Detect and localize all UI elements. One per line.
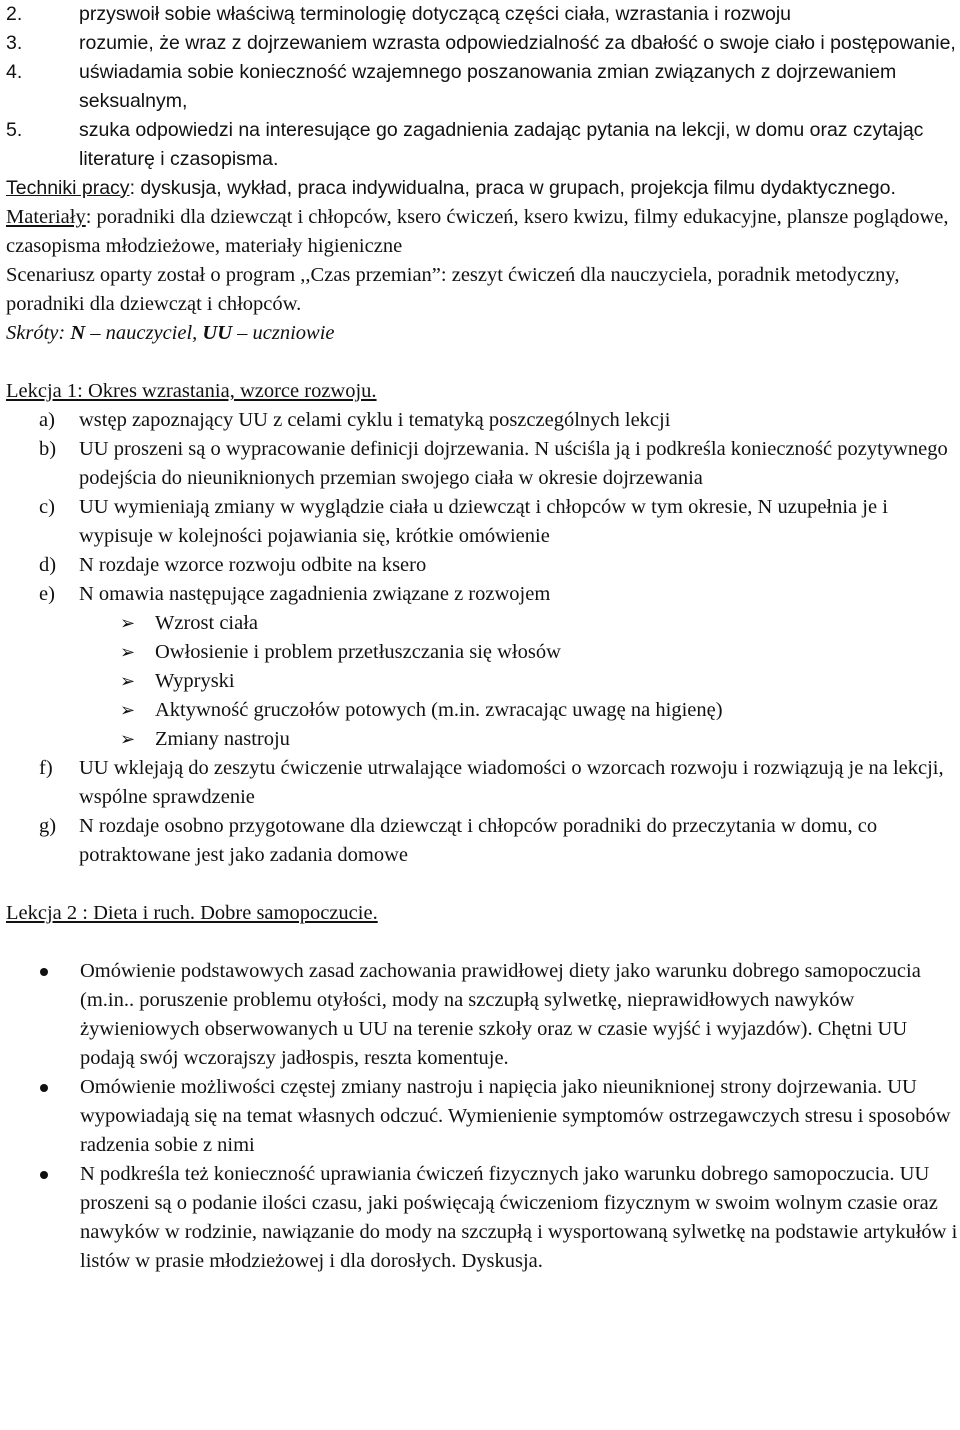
goal-item	[6, 58, 958, 116]
lesson2-bullet-item	[6, 1160, 958, 1276]
topic-text: Zmiany nastroju	[155, 728, 290, 750]
spacer	[6, 928, 958, 957]
bullet-text: N podkreśla też konieczność uprawiania ćwiczeń fizycznych jako warunku dobrego samopoczucia. UU proszeni są o podanie ilości czasu, jaki poświęcają ćwiczeniom fizycznym w swoim wolnym czasie oraz nawyków w rodzinie, nawiązanie do mody na szczupłą i wysportowaną sylwetkę na podstawie artykułów i listów w prasie młodzieżowej i dla dorosłych. Dyskusja.	[80, 1163, 958, 1272]
topic-text: Wypryski	[155, 670, 235, 692]
item-text: N omawia następujące zagadnienia związane z rozwojem	[79, 583, 551, 605]
topic-text: Owłosienie i problem przetłuszczania się włosów	[155, 641, 561, 663]
bullet-text: Omówienie możliwości częstej zmiany nastroju i napięcia jako nieuniknionej strony dojrzewania. UU wypowiadają się na temat własnych odczuć. Wymienienie symptomów ostrzegawczych stresu i sposobów radzenia sobie z nimi	[80, 1076, 951, 1156]
item-letter: c)	[39, 496, 55, 518]
spacer	[6, 348, 958, 377]
topic-text: Wzrost ciała	[155, 612, 259, 634]
item-text: UU wymieniają zmiany w wyglądzie ciała u dziewcząt i chłopców w tym okresie, N uzupełnia je i wypisuje w kolejności pojawiania się, krótkie omówienie	[79, 496, 888, 547]
techniques-label: Techniki pracy	[6, 177, 130, 199]
techniques-paragraph	[6, 174, 958, 203]
bullet-text: Omówienie podstawowych zasad zachowania prawidłowej diety jako warunku dobrego samopoczucia (m.in.. poruszenie problemu otyłości, mody na szczupłą sylwetkę, nieprawidłowych nawyków żywieniowych obserwowanych u UU na terenie szkoły oraz w czasie wyjść i wyjazdów). Chętni UU podają swój wczorajszy jadłospis, reszta komentuje.	[80, 960, 921, 1069]
bullet-dot-icon	[40, 1084, 48, 1092]
item-letter: b)	[39, 438, 57, 460]
item-text: N rozdaje wzorce rozwoju odbite na ksero	[79, 554, 427, 576]
topic-item	[6, 638, 958, 667]
lesson2-bullet-item	[6, 957, 958, 1073]
item-letter: g)	[39, 815, 57, 837]
materials-text: : poradniki dla dziewcząt i chłopców, ksero ćwiczeń, ksero kwizu, filmy edukacyjne, plansze poglądowe, czasopisma młodzieżowe, materiały higieniczne	[6, 206, 949, 257]
item-text: N rozdaje osobno przygotowane dla dziewcząt i chłopców poradniki do przeczytania w domu, co potraktowane jest jako zadania domowe	[79, 815, 878, 866]
item-letter: d)	[39, 554, 57, 576]
topic-item	[6, 609, 958, 638]
item-letter: f)	[39, 757, 53, 779]
materials-label: Materiały	[6, 206, 86, 228]
goal-number: 2.	[6, 3, 23, 25]
lesson1-item	[6, 435, 958, 493]
spacer	[6, 870, 958, 899]
goal-text: szuka odpowiedzi na interesujące go zagadnienia zadając pytania na lekcji, w domu oraz czytając literaturę i czasopisma.	[79, 119, 924, 170]
lesson1-item	[6, 754, 958, 812]
goal-number: 3.	[6, 32, 23, 54]
lesson1-item	[6, 406, 958, 435]
bullet-dot-icon	[40, 1171, 48, 1179]
lesson1-title: Lekcja 1: Okres wzrastania, wzorce rozwoju.	[6, 380, 377, 402]
item-text: wstęp zapoznający UU z celami cyklu i tematyką poszczególnych lekcji	[79, 409, 671, 431]
abbr-uu-desc: – uczniowie	[232, 322, 335, 344]
topic-item	[6, 667, 958, 696]
lesson1-list	[6, 406, 958, 870]
lesson2-bullet-item	[6, 1073, 958, 1160]
lesson1-item	[6, 493, 958, 551]
topic-item	[6, 696, 958, 725]
goals-list	[6, 0, 958, 174]
arrow-bullet-icon: ➢	[120, 729, 136, 750]
goal-item	[6, 29, 958, 58]
arrow-bullet-icon: ➢	[120, 700, 136, 721]
abbreviations-prefix: Skróty:	[6, 322, 71, 344]
goal-text: przyswoił sobie właściwą terminologię dotyczącą części ciała, wzrastania i rozwoju	[79, 3, 792, 25]
item-text: UU wklejają do zeszytu ćwiczenie utrwalające wiadomości o wzorcach rozwoju i rozwiązują je na lekcji, wspólne sprawdzenie	[79, 757, 944, 808]
bullet-dot-icon	[40, 968, 48, 976]
arrow-bullet-icon: ➢	[120, 613, 136, 634]
lesson1-item	[6, 580, 958, 609]
abbr-uu: UU	[202, 322, 233, 344]
arrow-bullet-icon: ➢	[120, 642, 136, 663]
goal-item	[6, 0, 958, 29]
goal-text: uświadamia sobie konieczność wzajemnego poszanowania zmian związanych z dojrzewaniem seksualnym,	[79, 61, 897, 112]
lesson2-title: Lekcja 2 : Dieta i ruch. Dobre samopoczucie.	[6, 902, 378, 924]
topic-item	[6, 725, 958, 754]
abbr-n-desc: – nauczyciel,	[85, 322, 203, 344]
abbr-n: N	[70, 322, 86, 344]
abbreviations	[6, 319, 958, 348]
scenario-paragraph: Scenariusz oparty został o program ,,Czas przemian”: zeszyt ćwiczeń dla nauczyciela, poradnik metodyczny, poradniki dla dziewcząt i chłopców.	[6, 264, 900, 315]
goal-number: 5.	[6, 119, 23, 141]
arrow-bullet-icon: ➢	[120, 671, 136, 692]
topic-text: Aktywność gruczołów potowych (m.in. zwracając uwagę na higienę)	[155, 699, 723, 721]
item-letter: a)	[39, 409, 55, 431]
document-page	[6, 0, 958, 1276]
lesson1-item	[6, 551, 958, 580]
item-letter: e)	[39, 583, 55, 605]
goal-text: rozumie, że wraz z dojrzewaniem wzrasta odpowiedzialność za dbałość o swoje ciało i postępowanie,	[79, 32, 956, 54]
techniques-text: : dyskusja, wykład, praca indywidualna, praca w grupach, projekcja filmu dydaktycznego.	[129, 177, 896, 199]
item-text: UU proszeni są o wypracowanie definicji dojrzewania. N uściśla ją i podkreśla konieczność pozytywnego podejścia do nieuniknionych przemian swojego ciała w okresie dojrzewania	[79, 438, 948, 489]
lesson2-list	[6, 957, 958, 1276]
goal-item	[6, 116, 958, 174]
goal-number: 4.	[6, 61, 23, 83]
materials-paragraph	[6, 203, 958, 261]
lesson1-item	[6, 812, 958, 870]
